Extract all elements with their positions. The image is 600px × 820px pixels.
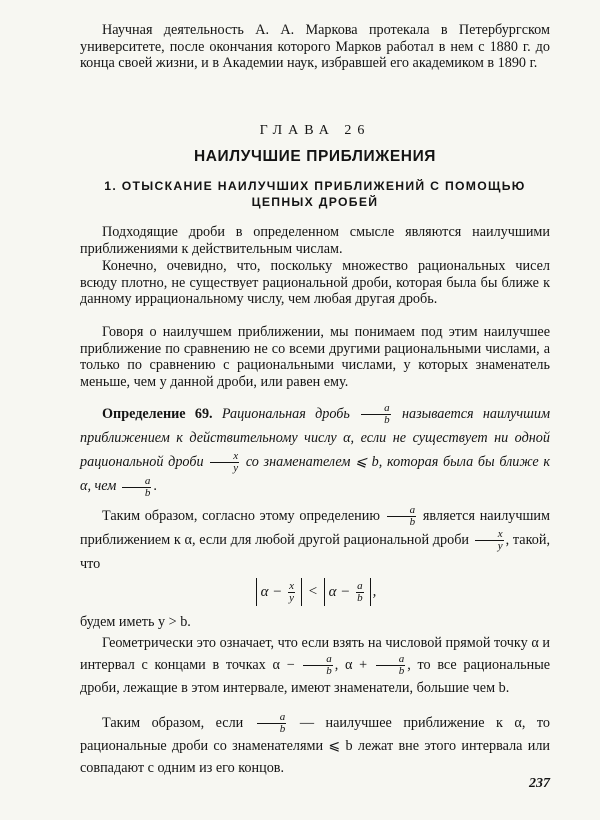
definition-label: Определение 69. — [102, 406, 213, 422]
paragraph-1: Подходящие дроби в определенном смысле являются наилучшими приближениями к действительным числам. — [80, 224, 550, 257]
conclusion-paragraph: Таким образом, если $\frac{a}{b}$ — наилучшее приближение к α, то рациональные дроби со знаменателями ⩽ b лежат вне этого интервала или совпадают с одним из его концов. — [80, 711, 551, 777]
chapter-label: ГЛАВА 26 — [259, 123, 371, 138]
section-title-line2: ЦЕПНЫХ ДРОБЕЙ — [251, 195, 379, 209]
chapter-title: НАИЛУЧШИЕ ПРИБЛИЖЕНИЯ — [193, 148, 437, 165]
inequality-formula: α − $\frac{x}{y}$ < α − $\frac{a}{b}$ , — [80, 578, 550, 606]
geometry-paragraph: Геометрически это означает, что если взять на числовой прямой точку α и интервал с концами в точках α − $\frac{a}{b}$ , α + $\frac{a}{b}$ , то все рациональные дроби, лежащие в этом интервале, имеют знаменатели, большие чем b. — [80, 635, 551, 697]
thus-paragraph: Таким образом, согласно этому определению $\frac{a}{b}$ является наилучшим приближением к α, если для любой другой рациональной дроби $\frac{x}{y}$ , такой, что — [80, 504, 550, 573]
fraction-a-over-b: $\frac{a}{b}$ — [257, 712, 287, 735]
fraction-a-over-b: $\frac{a}{b}$ — [122, 476, 152, 499]
fraction-x-over-y: $\frac{x}{y}$ — [475, 529, 504, 552]
fraction-a-over-b: $\frac{a}{b}$ — [303, 654, 333, 677]
section-title — [70, 178, 560, 210]
fraction-a-over-b: $\frac{a}{b}$ — [361, 403, 391, 426]
fraction-a-over-b: $\frac{a}{b}$ — [387, 505, 417, 528]
paragraph-3: Говоря о наилучшем приближении, мы понимаем под этим наилучшее приближение по сравнению не со всеми другими рациональными числами, а только по сравнению с рациональными числами, у которых знаменатель меньше, чем у данной дроби, или равен ему. — [80, 324, 550, 390]
abs-right: α − $\frac{a}{b}$ — [324, 578, 371, 606]
page-number: 237 — [529, 776, 550, 791]
fraction-x-over-y: $\frac{x}{y}$ — [210, 451, 239, 474]
fraction-x-over-y: $\frac{x}{y}$ — [289, 580, 294, 605]
section-title-line1: 1. ОТЫСКАНИЕ НАИЛУЧШИХ ПРИБЛИЖЕНИЙ С ПОМОЩЬЮ — [104, 179, 526, 193]
fraction-a-over-b: $\frac{a}{b}$ — [376, 654, 406, 677]
result-line: будем иметь y > b. — [80, 614, 191, 630]
definition-69: Определение 69. Рациональная дробь $\frac{a}{b}$ называется наилучшим приближением к действительному числу α, если не существует ни одной рациональной дроби $\frac{x}{y}$ со знаменателем ⩽ b, которая была бы ближе к α, чем $\frac{a}{b}$ . — [80, 402, 551, 499]
paragraph-2: Конечно, очевидно, что, поскольку множество рациональных чисел всюду плотно, не существует рациональной дроби, которая была бы ближе к данному иррациональному числу, чем любая другая дробь. — [80, 258, 550, 308]
intro-paragraph: Научная деятельность А. А. Маркова протекала в Петербургском университете, после окончания которого Марков работал в нем с 1880 г. до конца своей жизни, и в Академии наук, избравшей его академиком в 1890 г. — [80, 22, 550, 72]
fraction-a-over-b: $\frac{a}{b}$ — [357, 580, 363, 605]
abs-left: α − $\frac{x}{y}$ — [256, 578, 302, 606]
